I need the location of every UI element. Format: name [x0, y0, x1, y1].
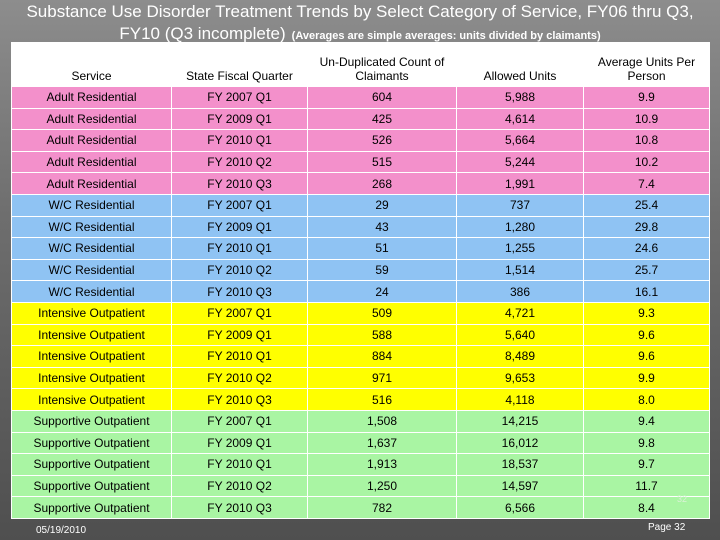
- cell-service: Supportive Outpatient: [12, 454, 172, 476]
- cell-units: 9,653: [457, 367, 584, 389]
- cell-service: W/C Residential: [12, 216, 172, 238]
- table-row: [12, 238, 710, 260]
- cell-average: 9.4: [584, 410, 710, 432]
- cell-average: 9.8: [584, 432, 710, 454]
- table-row: [12, 87, 710, 109]
- cell-service: Intensive Outpatient: [12, 346, 172, 368]
- cell-units: 1,991: [457, 173, 584, 195]
- cell-average: 9.9: [584, 367, 710, 389]
- title-line-2-text: FY10 (Q3 incomplete): [119, 24, 286, 43]
- cell-average: 9.7: [584, 454, 710, 476]
- cell-average: 29.8: [584, 216, 710, 238]
- cell-quarter: FY 2010 Q3: [172, 173, 308, 195]
- cell-claimants: 588: [308, 324, 457, 346]
- cell-claimants: 59: [308, 259, 457, 281]
- cell-average: 9.6: [584, 324, 710, 346]
- cell-units: 386: [457, 281, 584, 303]
- cell-units: 16,012: [457, 432, 584, 454]
- cell-quarter: FY 2009 Q1: [172, 432, 308, 454]
- cell-quarter: FY 2010 Q1: [172, 130, 308, 152]
- table-row: [12, 302, 710, 324]
- cell-units: 1,255: [457, 238, 584, 260]
- cell-quarter: FY 2010 Q3: [172, 497, 308, 519]
- cell-quarter: FY 2007 Q1: [172, 302, 308, 324]
- cell-units: 14,597: [457, 475, 584, 497]
- cell-service: W/C Residential: [12, 238, 172, 260]
- cell-quarter: FY 2010 Q3: [172, 281, 308, 303]
- cell-service: W/C Residential: [12, 281, 172, 303]
- cell-units: 6,566: [457, 497, 584, 519]
- cell-average: 25.4: [584, 194, 710, 216]
- cell-units: 5,664: [457, 130, 584, 152]
- table-row: [12, 432, 710, 454]
- cell-units: 4,614: [457, 108, 584, 130]
- cell-average: 9.6: [584, 346, 710, 368]
- cell-units: 5,640: [457, 324, 584, 346]
- table-row: [12, 108, 710, 130]
- cell-claimants: 1,508: [308, 410, 457, 432]
- cell-average: 16.1: [584, 281, 710, 303]
- cell-claimants: 526: [308, 130, 457, 152]
- cell-average: 9.3: [584, 302, 710, 324]
- cell-claimants: 604: [308, 87, 457, 109]
- cell-claimants: 1,250: [308, 475, 457, 497]
- cell-service: Supportive Outpatient: [12, 432, 172, 454]
- table-row: [12, 389, 710, 411]
- cell-units: 18,537: [457, 454, 584, 476]
- cell-average: 10.8: [584, 130, 710, 152]
- cell-claimants: 1,913: [308, 454, 457, 476]
- cell-quarter: FY 2007 Q1: [172, 194, 308, 216]
- column-header-service: Service: [12, 43, 172, 87]
- cell-claimants: 971: [308, 367, 457, 389]
- cell-average: 8.0: [584, 389, 710, 411]
- cell-service: Adult Residential: [12, 130, 172, 152]
- cell-average: 25.7: [584, 259, 710, 281]
- title-note: (Averages are simple averages: units divided by claimants): [291, 30, 601, 42]
- cell-service: Supportive Outpatient: [12, 475, 172, 497]
- cell-claimants: 884: [308, 346, 457, 368]
- cell-quarter: FY 2010 Q3: [172, 389, 308, 411]
- cell-claimants: 24: [308, 281, 457, 303]
- table-row: [12, 151, 710, 173]
- table-row: [12, 173, 710, 195]
- cell-service: Intensive Outpatient: [12, 324, 172, 346]
- cell-quarter: FY 2009 Q1: [172, 108, 308, 130]
- column-header-units: Allowed Units: [457, 43, 584, 87]
- cell-claimants: 1,637: [308, 432, 457, 454]
- footer-date: 05/19/2010: [36, 525, 87, 536]
- cell-quarter: FY 2010 Q2: [172, 259, 308, 281]
- cell-quarter: FY 2010 Q2: [172, 475, 308, 497]
- cell-claimants: 29: [308, 194, 457, 216]
- cell-units: 1,514: [457, 259, 584, 281]
- table-row: [12, 281, 710, 303]
- cell-quarter: FY 2009 Q1: [172, 216, 308, 238]
- cell-average: 8.4: [584, 497, 710, 519]
- table-header-row: [12, 43, 710, 87]
- cell-service: W/C Residential: [12, 194, 172, 216]
- cell-average: 10.9: [584, 108, 710, 130]
- column-header-average: Average Units Per Person: [584, 43, 710, 87]
- footer-page-number: Page 32: [648, 522, 686, 533]
- cell-claimants: 509: [308, 302, 457, 324]
- cell-service: Adult Residential: [12, 87, 172, 109]
- table-row: [12, 475, 710, 497]
- cell-units: 4,721: [457, 302, 584, 324]
- cell-claimants: 515: [308, 151, 457, 173]
- cell-quarter: FY 2010 Q2: [172, 151, 308, 173]
- cell-average: 10.2: [584, 151, 710, 173]
- table-row: [12, 497, 710, 519]
- cell-claimants: 516: [308, 389, 457, 411]
- table-row: [12, 454, 710, 476]
- cell-average: 9.9: [584, 87, 710, 109]
- cell-service: Intensive Outpatient: [12, 367, 172, 389]
- cell-units: 1,280: [457, 216, 584, 238]
- slide-title: [0, 0, 720, 47]
- table-row: [12, 259, 710, 281]
- cell-average: 11.7: [584, 475, 710, 497]
- slide-number-marker: 32: [677, 494, 688, 504]
- table-row: [12, 324, 710, 346]
- cell-units: 5,244: [457, 151, 584, 173]
- cell-service: W/C Residential: [12, 259, 172, 281]
- cell-claimants: 425: [308, 108, 457, 130]
- table-row: [12, 367, 710, 389]
- cell-units: 4,118: [457, 389, 584, 411]
- cell-units: 5,988: [457, 87, 584, 109]
- cell-quarter: FY 2010 Q1: [172, 238, 308, 260]
- cell-service: Intensive Outpatient: [12, 302, 172, 324]
- cell-service: Supportive Outpatient: [12, 410, 172, 432]
- column-header-quarter: State Fiscal Quarter: [172, 43, 308, 87]
- cell-quarter: FY 2009 Q1: [172, 324, 308, 346]
- cell-service: Supportive Outpatient: [12, 497, 172, 519]
- table-row: [12, 194, 710, 216]
- table-row: [12, 130, 710, 152]
- cell-quarter: FY 2010 Q1: [172, 454, 308, 476]
- cell-claimants: 51: [308, 238, 457, 260]
- cell-service: Intensive Outpatient: [12, 389, 172, 411]
- cell-units: 14,215: [457, 410, 584, 432]
- cell-units: 737: [457, 194, 584, 216]
- cell-average: 24.6: [584, 238, 710, 260]
- cell-units: 8,489: [457, 346, 584, 368]
- treatment-trends-table: [11, 42, 710, 519]
- column-header-claimants: Un-Duplicated Count of Claimants: [308, 43, 457, 87]
- table-body: [12, 87, 710, 519]
- cell-claimants: 782: [308, 497, 457, 519]
- cell-service: Adult Residential: [12, 108, 172, 130]
- table-row: [12, 346, 710, 368]
- cell-service: Adult Residential: [12, 173, 172, 195]
- cell-quarter: FY 2010 Q1: [172, 346, 308, 368]
- table-row: [12, 216, 710, 238]
- cell-claimants: 268: [308, 173, 457, 195]
- cell-claimants: 43: [308, 216, 457, 238]
- cell-service: Adult Residential: [12, 151, 172, 173]
- cell-quarter: FY 2007 Q1: [172, 87, 308, 109]
- cell-quarter: FY 2010 Q2: [172, 367, 308, 389]
- table-row: [12, 410, 710, 432]
- cell-quarter: FY 2007 Q1: [172, 410, 308, 432]
- title-line-1: Substance Use Disorder Treatment Trends by Select Category of Service, FY06 thru Q3,: [26, 2, 694, 21]
- cell-average: 7.4: [584, 173, 710, 195]
